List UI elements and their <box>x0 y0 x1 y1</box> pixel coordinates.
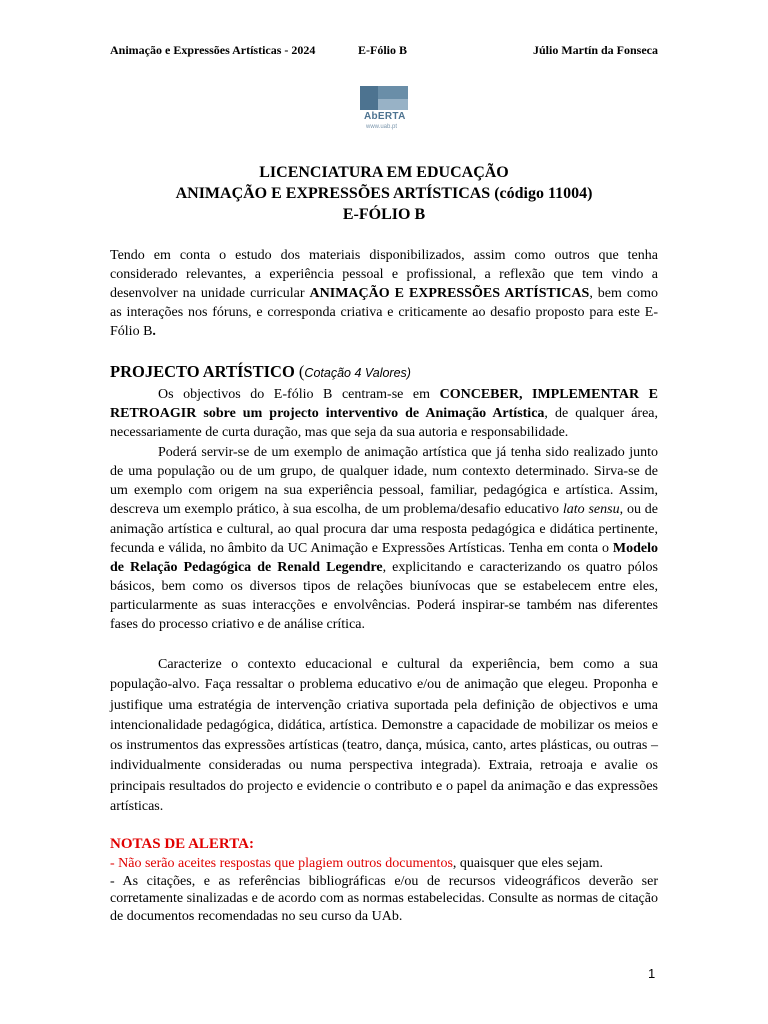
p1-text-1: Os objectivos do E-fólio B centram-se em <box>158 387 440 402</box>
p3-text: Caracterize o contexto educacional e cultural da experiência, bem como a sua população-alvo. Faça ressaltar o problema educativo e/ou de animação que elegeu. Proponha e justifique uma estratégia de intervenção criativa suportada pela definição de objectivos e uma intencionalidade pedagógica, didática, artística. Demonstre a capacidade de mobilizar os meios e os instrumentos das expressões artísticas (teatro, dança, música, canto, artes plásticas, ou outras – individualmente consideradas ou numa perspectiva integrada). Extraia, retroaja e avalie os principais resultados do projecto e evidencie o contributo e o papel da animação e das expressões artísticas. <box>110 657 658 815</box>
title-efolio: E-FÓLIO B <box>342 206 426 223</box>
paragraph-context <box>110 655 658 817</box>
p2-text-3: , explicitando e caracterizando os quatro pólos básicos, bem como os diversos tipos de relações biunívocas que se estabelecem entre eles, particularmente as suas interacções e envolvências. Poderá inspirar-se também nas diferentes fases do processo criativo e de análise crítica. <box>110 559 658 633</box>
section-title-text: PROJECTO ARTÍSTICO <box>110 362 295 381</box>
p1-text-2: , de qualquer área, necessariamente de curta duração, mas que seja da sua autoria e responsabilidade. <box>110 406 658 441</box>
intro-bold-period: . <box>152 324 156 340</box>
page-header <box>110 43 658 61</box>
intro-text-1: Tendo em conta o estudo dos materiais disponibilizados, assim como outros que tenha considerado relevantes, a experiência pessoal e profissional, a reflexão que tem vindo a desenvolver na unidade curricular <box>110 248 658 302</box>
logo-name: AbERTA <box>364 111 406 122</box>
p2-text-1: Poderá servir-se de um exemplo de animação artística que já tenha sido realizado junto de uma população ou de um grupo, de qualquer idade, num contexto determinado. Sirva-se de um exemplo com origem na sua experiência pessoal, familiar, pedagógica e artística. Assim, descreva um exemplo prático, à sua escolha, de um problema/desafio educativo <box>110 445 658 518</box>
logo-block-left <box>360 86 378 110</box>
intro-paragraph <box>110 246 658 341</box>
note-citations: - As citações, e as referências bibliográficas e/ou de recursos videográficos deverão ser corretamente sinalizadas e de acordo com as normas estabelecidas. Consulte as normas de citação de documentos recomendadas no seu curso da UAb. <box>110 873 658 924</box>
logo-url: www.uab.pt <box>366 124 398 130</box>
header-efolio: E-Fólio B <box>358 43 408 57</box>
note-plagiarism <box>110 855 658 873</box>
title-degree: LICENCIATURA EM EDUCAÇÃO <box>259 164 509 181</box>
header-course: Animação e Expressões Artísticas - 2024 <box>110 43 316 57</box>
p1-bold: CONCEBER, IMPLEMENTAR E RETROAGIR sobre um projecto interventivo de Animação Artística <box>110 387 658 422</box>
university-logo <box>360 86 408 136</box>
notes-list <box>110 855 658 925</box>
p2-text-2: , ou de animação artística e cultural, ao qual procura dar uma resposta pedagógica e didática pertinente, fecunda e válida, no âmbito da UC Animação e Expressões Artísticas. Tenha em conta o <box>110 502 659 556</box>
note-plagiarism-red: - Não serão aceites respostas que plagiem outros documentos <box>110 856 453 871</box>
p2-bold-model: Modelo de Relação Pedagógica de Renald Legendre <box>110 540 658 575</box>
page-number: 1 <box>648 966 656 981</box>
intro-bold-course: ANIMAÇÃO E EXPRESSÕES ARTÍSTICAS <box>309 286 590 302</box>
paragraph-example <box>110 443 658 635</box>
header-author: Júlio Martín da Fonseca <box>533 43 658 57</box>
document-titles <box>110 162 658 225</box>
section-heading <box>110 362 658 382</box>
title-course: ANIMAÇÃO E EXPRESSÕES ARTÍSTICAS (código 11004) <box>175 185 593 202</box>
note-plagiarism-rest: , quaisquer que eles sejam. <box>452 856 603 871</box>
paragraph-objectives <box>110 385 658 442</box>
intro-text-2: , bem como as interações nos fóruns, e corresponda criativa e criticamente ao desafio proposto para este E-Fólio B <box>110 286 658 340</box>
p2-italic: lato sensu <box>562 502 620 518</box>
section-cotacao: Cotação 4 Valores) <box>304 366 411 380</box>
section-paren: ( <box>298 362 305 381</box>
notes-heading: NOTAS DE ALERTA: <box>110 836 254 852</box>
